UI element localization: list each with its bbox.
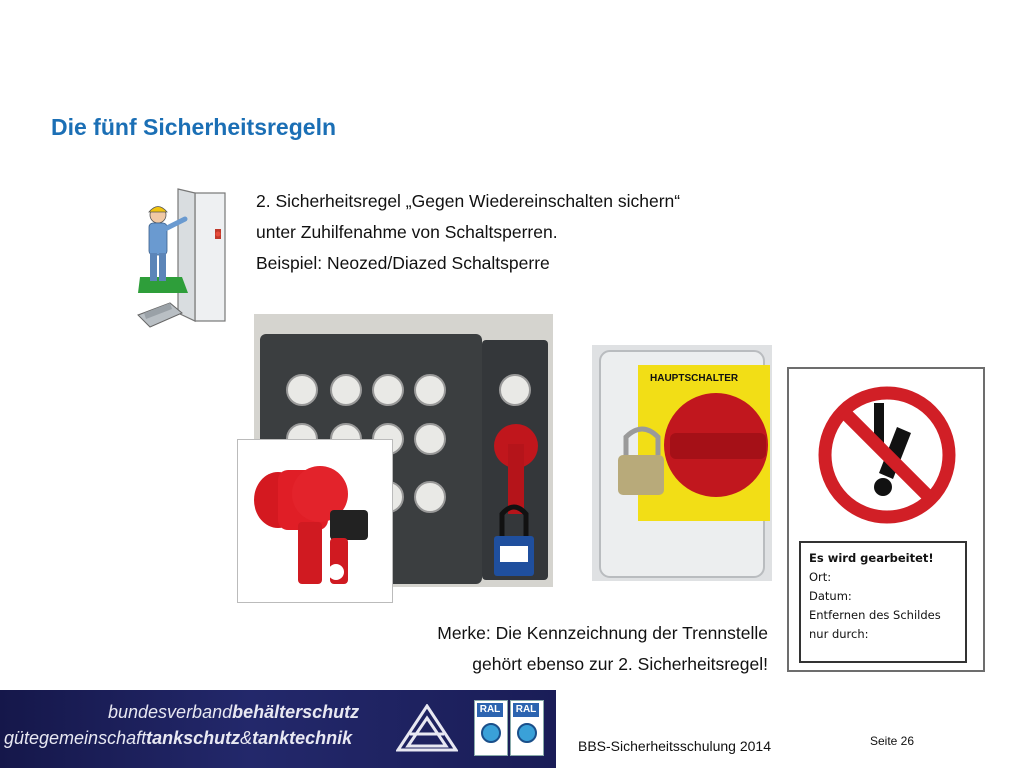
switch-label: HAUPTSCHALTER — [650, 373, 739, 384]
merke-line: Merke: Die Kennzeichnung der Trennstelle — [437, 623, 768, 643]
worker-illustration — [130, 185, 255, 335]
association-logo-icon — [396, 704, 458, 752]
footer-text-bold: tankschutz — [146, 728, 241, 748]
footer-quality-line — [4, 728, 352, 749]
sign-line: nur durch: — [809, 627, 869, 641]
footer-text: & — [240, 728, 253, 748]
merke-text — [437, 618, 768, 680]
ral-label: RAL — [477, 703, 503, 717]
footer-text-bold: behälterschutz — [232, 702, 360, 722]
sign-title: Es wird gearbeitet! — [809, 551, 934, 565]
prohibition-sign — [787, 367, 985, 672]
footer-text-bold: tanktechnik — [252, 728, 353, 748]
footer-event: BBS-Sicherheitsschulung 2014 — [578, 738, 772, 754]
ral-badge-icon — [474, 700, 508, 756]
lockout-device-photo — [237, 439, 393, 603]
intro-text — [256, 186, 680, 279]
ral-seal-icon — [517, 723, 537, 743]
footer-logo-band — [0, 690, 556, 768]
footer-text: gütegemeinschaft — [4, 728, 147, 748]
sign-line: Datum: — [809, 589, 852, 603]
ral-badge-icon — [510, 700, 544, 756]
sign-line: Ort: — [809, 570, 832, 584]
ral-label: RAL — [513, 703, 539, 717]
page-number: Seite 26 — [870, 734, 915, 748]
intro-line: 2. Sicherheitsregel „Gegen Wiedereinschalten sichern“ — [256, 191, 681, 211]
intro-line: unter Zuhilfenahme von Schaltsperren. — [256, 222, 558, 242]
intro-line: Beispiel: Neozed/Diazed Schaltsperre — [256, 253, 550, 273]
footer-text: bundesverband — [108, 702, 233, 722]
merke-line: gehört ebenso zur 2. Sicherheitsregel! — [472, 654, 768, 674]
slide-title: Die fünf Sicherheitsregeln — [51, 114, 337, 140]
sign-text-panel — [799, 541, 967, 663]
footer-association-line — [108, 702, 359, 723]
main-switch-photo — [592, 345, 772, 581]
sign-line: Entfernen des Schildes — [809, 608, 941, 622]
ral-seal-icon — [481, 723, 501, 743]
